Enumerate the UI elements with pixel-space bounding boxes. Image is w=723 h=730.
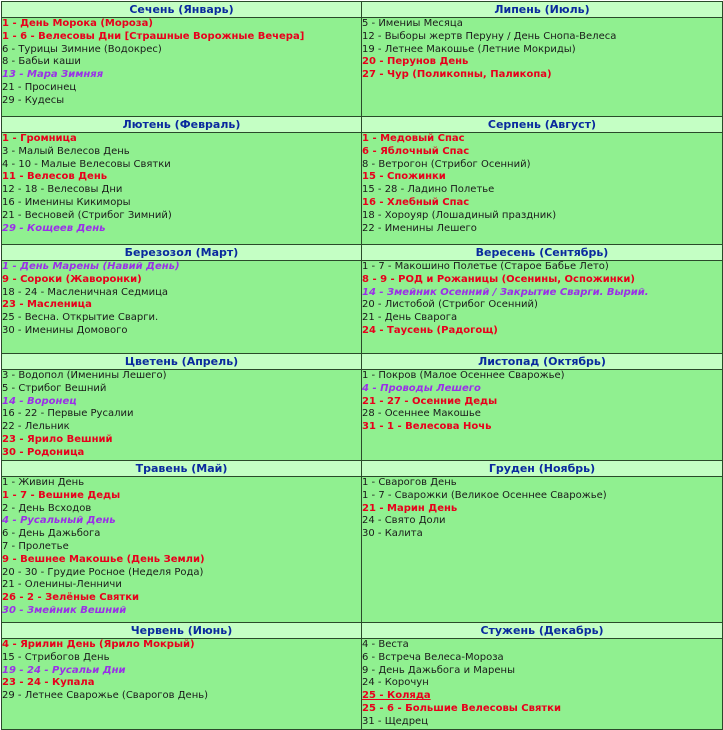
holiday-entry: 30 - Родоница — [2, 446, 85, 458]
holiday-entry: 21 - Марин День — [362, 502, 458, 514]
month-title: Серпень (Август) — [362, 117, 723, 133]
holiday-entry: 4 - Веста — [362, 639, 409, 650]
holiday-entry: 9 - День Дажьбога и Марены — [362, 664, 515, 676]
holiday-entry: 1 - 7 - Макошино Полетье (Старое Бабье Лето) — [362, 261, 609, 272]
holiday-entry: 24 - Корочун — [362, 677, 429, 689]
holiday-entry: 18 - 24 - Масленичная Седмица — [2, 286, 169, 298]
holiday-entry: 21 - День Сварога — [362, 312, 458, 324]
holiday-entry: 1 - День Морока (Мороза) — [2, 18, 153, 29]
month-body-row — [2, 18, 723, 117]
month-title: Лютень (Февраль) — [2, 117, 362, 133]
month-holidays — [362, 370, 723, 461]
holiday-entry: 6 - Турицы Зимние (Водокрес) — [2, 43, 162, 55]
holiday-entry: 8 - Бабьи каши — [2, 56, 81, 68]
holiday-entry: 6 - Яблочный Спас — [362, 145, 470, 157]
month-holidays — [362, 18, 723, 117]
holiday-entry: 9 - Вешнее Макошье (День Земли) — [2, 553, 205, 565]
month-body-row — [2, 639, 723, 730]
month-title: Листопад (Октябрь) — [362, 354, 723, 370]
holiday-entry: 1 - Живин День — [2, 477, 85, 488]
month-holidays — [362, 261, 723, 354]
holiday-entry: 31 - 1 - Велесова Ночь — [362, 421, 492, 433]
holiday-entry: 23 - Масленица — [2, 299, 92, 311]
holiday-entry: 16 - Именины Кикиморы — [2, 196, 131, 208]
holiday-entry: 12 - 18 - Велесовы Дни — [2, 184, 123, 196]
month-holidays — [362, 639, 723, 730]
month-title: Липень (Июль) — [362, 2, 723, 18]
holiday-entry: 21 - Оленины-Ленничи — [2, 579, 122, 591]
holiday-entry: 25 - Весна. Открытие Сварги. — [2, 312, 159, 324]
month-header-row — [2, 461, 723, 477]
holiday-entry: 15 - Спожинки — [362, 171, 446, 183]
month-title: Вересень (Сентябрь) — [362, 245, 723, 261]
holiday-entry: 25 - Коляда — [362, 690, 431, 702]
holiday-entry: 1 - 7 - Вешние Деды — [2, 489, 121, 501]
holiday-entry: 3 - Водопол (Именины Лешего) — [2, 370, 167, 381]
month-holidays — [362, 133, 723, 245]
holiday-entry: 15 - 28 - Ладино Полетье — [362, 184, 495, 196]
month-header-row — [2, 2, 723, 18]
month-body-row — [2, 477, 723, 623]
month-title: Сечень (Январь) — [2, 2, 362, 18]
month-header-row — [2, 623, 723, 639]
holiday-entry: 20 - Листобой (Стрибог Осенний) — [362, 299, 538, 311]
month-title: Травень (Май) — [2, 461, 362, 477]
holiday-entry: 28 - Осеннее Макошье — [362, 408, 481, 420]
holiday-entry: 6 - День Дажьбога — [2, 528, 101, 540]
holiday-entry: 1 - 6 - Велесовы Дни [Страшные Ворожные Вечера] — [2, 30, 305, 42]
holiday-entry: 21 - 27 - Осенние Деды — [362, 395, 498, 407]
calendar-table — [1, 1, 723, 730]
month-holidays — [2, 370, 362, 461]
holiday-entry: 30 - Калита — [362, 528, 423, 540]
holiday-entry: 11 - Велесов День — [2, 171, 108, 183]
holiday-entry: 22 - Лельник — [2, 421, 70, 433]
holiday-entry: 4 - 10 - Малые Велесовы Святки — [2, 158, 171, 170]
holiday-entry: 22 - Именины Лешего — [362, 222, 477, 234]
month-header-row — [2, 245, 723, 261]
holiday-entry: 7 - Пролетье — [2, 540, 69, 552]
month-title: Червень (Июнь) — [2, 623, 362, 639]
holiday-entry: 18 - Хороуяр (Лошадиный праздник) — [362, 209, 557, 221]
holiday-entry: 29 - Кощеев День — [2, 222, 106, 234]
holiday-entry: 26 - 2 - Зелёные Святки — [2, 592, 139, 604]
holiday-entry: 8 - 9 - РОД и Рожаницы (Осенины, Оспожинки) — [362, 273, 635, 285]
holiday-entry: 12 - Выборы жертв Перуну / День Снопа-Велеса — [362, 30, 617, 42]
holiday-entry: 14 - Змейник Осенний / Закрытие Сварги. Вырий. — [362, 286, 649, 298]
month-body-row — [2, 133, 723, 245]
month-holidays — [2, 133, 362, 245]
month-title: Цветень (Апрель) — [2, 354, 362, 370]
holiday-entry: 23 - 24 - Купала — [2, 677, 95, 689]
holiday-entry: 16 - 22 - Первые Русалии — [2, 408, 134, 420]
holiday-entry: 16 - Хлебный Спас — [362, 196, 470, 208]
holiday-entry: 19 - 24 - Русальи Дни — [2, 664, 126, 676]
holiday-entry: 4 - Ярилин День (Ярило Мокрый) — [2, 639, 195, 650]
holiday-entry: 21 - Просинец — [2, 81, 77, 93]
holiday-entry: 9 - Сороки (Жаворонки) — [2, 273, 142, 285]
holiday-entry: 8 - Ветрогон (Стрибог Осенний) — [362, 158, 531, 170]
month-holidays — [362, 477, 723, 623]
holiday-entry: 15 - Стрибогов День — [2, 651, 110, 663]
holiday-entry: 5 - Имениы Месяца — [362, 18, 463, 29]
holiday-entry: 25 - 6 - Большие Велесовы Святки — [362, 702, 561, 714]
holiday-entry: 1 - День Марены (Навий День) — [2, 261, 180, 272]
holiday-entry: 1 - Громница — [2, 133, 77, 144]
month-header-row — [2, 117, 723, 133]
month-header-row — [2, 354, 723, 370]
holiday-entry: 1 - 7 - Сварожки (Великое Осеннее Сварожье) — [362, 489, 607, 501]
holiday-entry: 24 - Таусень (Радогощ) — [362, 324, 498, 336]
holiday-entry: 13 - Мара Зимняя — [2, 69, 104, 81]
holiday-entry: 27 - Чур (Поликопны, Паликопа) — [362, 69, 552, 81]
month-body-row — [2, 261, 723, 354]
month-holidays — [2, 477, 362, 623]
holiday-entry: 23 - Ярило Вешний — [2, 433, 113, 445]
holiday-entry: 3 - Малый Велесов День — [2, 145, 130, 157]
holiday-entry: 21 - Весновей (Стрибог Зимний) — [2, 209, 172, 221]
month-title: Груден (Ноябрь) — [362, 461, 723, 477]
month-holidays — [2, 18, 362, 117]
holiday-entry: 19 - Летнее Макошье (Летние Мокриды) — [362, 43, 576, 55]
holiday-entry: 24 - Свято Доли — [362, 515, 446, 527]
month-title: Березозол (Март) — [2, 245, 362, 261]
holiday-entry: 29 - Кудесы — [2, 94, 65, 106]
holiday-entry: 4 - Проводы Лешего — [362, 382, 481, 394]
holiday-entry: 31 - Щедрец — [362, 715, 429, 727]
month-holidays — [2, 639, 362, 730]
holiday-entry: 6 - Встреча Велеса-Мороза — [362, 651, 504, 663]
holiday-entry: 5 - Стрибог Вешний — [2, 382, 107, 394]
holiday-entry: 30 - Именины Домового — [2, 324, 128, 336]
holiday-entry: 1 - Сварогов День — [362, 477, 457, 488]
holiday-entry: 20 - Перунов День — [362, 56, 469, 68]
month-holidays — [2, 261, 362, 354]
holiday-entry: 14 - Воронец — [2, 395, 77, 407]
month-title: Стужень (Декабрь) — [362, 623, 723, 639]
holiday-entry: 20 - 30 - Грудие Росное (Неделя Рода) — [2, 566, 204, 578]
month-body-row — [2, 370, 723, 461]
holiday-entry: 29 - Летнее Сварожье (Сварогов День) — [2, 690, 209, 702]
holiday-entry: 1 - Медовый Спас — [362, 133, 465, 144]
holiday-entry: 4 - Русальный День — [2, 515, 116, 527]
holiday-entry: 1 - Покров (Малое Осеннее Сварожье) — [362, 370, 565, 381]
holiday-entry: 2 - День Всходов — [2, 502, 92, 514]
holiday-entry: 30 - Змейник Вешний — [2, 604, 127, 616]
